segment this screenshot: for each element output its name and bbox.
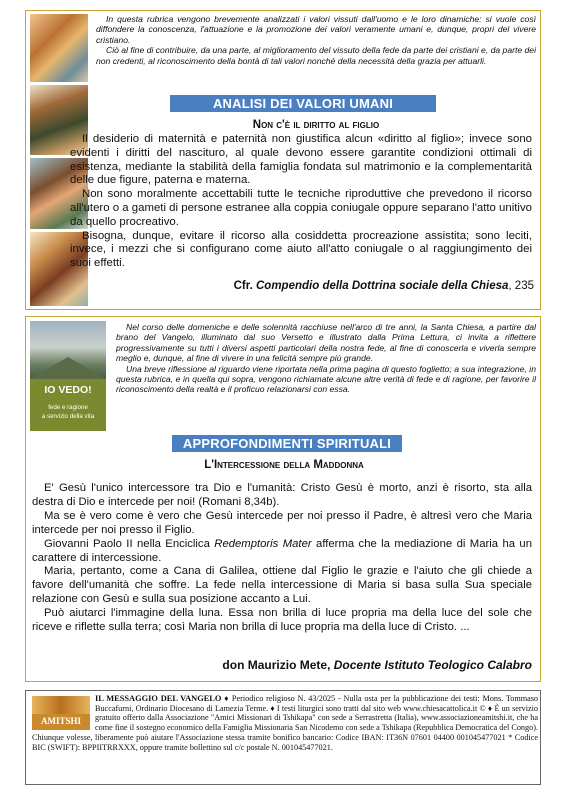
article-paragraph: Ma se è vero come è vero che Gesù intercede per noi presso il Padre, è altresì vero che Maria intercede per noi presso il Figlio. [32,509,532,536]
article-paragraph: Maria, pertanto, come a Cana di Galilea, ottiene dal Figlio le grazie e l'aiuto che gli chiede a favore dell'umanità che soffre. La fede nella intercessione di Maria si basa sulla Sua speciale relazione con Gesù e sulla sua posizione accanto a Lui. [32,565,532,606]
logo-subtitle: fede e ragione a servizio della vita [41,404,95,420]
article-body [70,133,532,271]
logo-label: AMITSHI [40,716,81,726]
footer-body: ♦ Periodico religioso N. 43/2025 - Nulla osta per la pubblicazione dei testi: Mons. Tommaso Buccafurni, Ordinario Diocesano di Lamezia Terme. ♦ I testi liturgici sono tratti dal sito web www.chiesacattolica.it © ♦ È un servizio gratuito offerto dalla Associazione "Amici Missionari di Tshikapa" con sede a Serrastretta (Italia), www.associazioneamitshi.it, che ha come fine il sostegno economico della Famiglia Missionaria San Nicodemo con sede a Tshikapa (Repubblica Democratica del Congo). Chiunque volesse, liberamente può aiutare l'Associazione stessa tramite bonifico bancario: Codice IBAN: IT36N 07601 04400 001045477021 * Codice BIC (SWIFT): BPPIITRRXXX, oppure tramite bollettino sul c/c postale N. 001045477021. [32,694,539,752]
citation-number: , 235 [508,280,534,292]
citation-work: Compendio della Dottrina sociale della Chiesa [256,280,509,292]
amitshi-logo [32,696,90,730]
article-paragraph: Il desiderio di maternità e paternità non giustifica alcun «diritto al figlio»; invece sono evidenti i diritti del nascituro, al quale devono essere garantite condizioni ottimali di esistenza, mediante la stabilità della famiglia fondata sul matrimonio e la complementarità delle due figure, paterna e materna. [70,133,532,187]
intro-paragraph: In questa rubrica vengono brevemente analizzati i valori vissuti dall'uomo e le loro dinamiche: si vuole così diffondere la conoscenza, l'attuazione e la promozione dei valori veramente umani e, dunque, propri del vivere cristiano. [96,14,536,45]
article-paragraph: E' Gesù l'unico intercessore tra Dio e l'umanità: Cristo Gesù è morto, anzi è risorto, sta alla destra di Dio e intercede per noi! (Romani 8,34b). [32,482,532,508]
io-vedo-logo [30,321,106,431]
section-intro [116,322,536,395]
section-banner: ANALISI DEI VALORI UMANI [170,95,436,112]
landscape-image [30,321,106,379]
section-banner: APPROFONDIMENTI SPIRITUALI [172,435,402,452]
article-title: Non c'è il diritto al figlio [252,119,380,131]
author-name: don Maurizio Mete, [222,658,334,672]
encyclical-title: Redemptoris Mater [214,537,312,550]
article-body [32,482,532,635]
intro-paragraph: Ciò al fine di contribuire, da una parte, al miglioramento del vissuto della fede da parte dei cristiani e, da parte dei non credenti, al riconoscimento della bontà di tali valori nonché della necessità della grazia per attuarli. [96,45,536,66]
intro-paragraph: Una breve riflessione al riguardo viene riportata nella prima pagina di questo foglietto; a sua integrazione, in questa rubrica, e in quella qui sopra, vengono richiamate alcune altre verità di fede e di ragione, per favorire il riconoscimento della realtà e il proficuo relazionarsi con essa. [116,363,536,395]
author-role: Docente Istituto Teologico Calabro [333,658,532,672]
article-citation [234,280,534,292]
artwork-image-1 [30,14,88,82]
citation-prefix: Cfr. [233,280,256,292]
article-author [222,658,532,672]
article-paragraph: Non sono moralmente accettabili tutte le tecniche riproduttive che prevedono il ricorso all'utero o a gameti di persone estranee alla coppia coniugale oppure separano l'atto unitivo da quello procreativo. [70,188,532,228]
section-intro [96,14,536,66]
article-paragraph: Può aiutarci l'immagine della luna. Essa non brilla di luce propria ma della luce del sole che riceve e riflette sulla terra; così Maria non brilla di luce propria ma della luce di Cristo. ... [32,607,532,634]
publication-footer [25,690,541,785]
article-paragraph: Giovanni Paolo II nella Enciclica Redemptoris Mater afferma che la mediazione di Maria ha un carattere di intercessione. [32,537,532,564]
article-paragraph: Bisogna, dunque, evitare il ricorso alla cosiddetta procreazione assistita; sono leciti, invece, i mezzi che si configurano come aiuto all'atto coniugale o al raggiungimento dei suoi effetti. [70,229,532,270]
article-title: L'Intercessione della Maddonna [204,459,364,471]
footer-text [32,694,538,752]
logo-title: IO VEDO! [44,384,92,396]
intro-paragraph: Nel corso delle domeniche e delle solennità racchiuse nell'arco di tre anni, la Santa Chiesa, a partire dal brano del Vangelo, illuminato dal suo Versetto e illustrato dalla Prima Lettura, ci invita a riflettere progressivamente su tutti i diversi aspetti particolari della nostra fede, al fine di conoscerla e viverla sempre meglio e, dunque, al fine di vivere in una felicità sempre più grande. [116,322,536,364]
publication-name: IL MESSAGGIO DEL VANGELO [95,694,222,703]
